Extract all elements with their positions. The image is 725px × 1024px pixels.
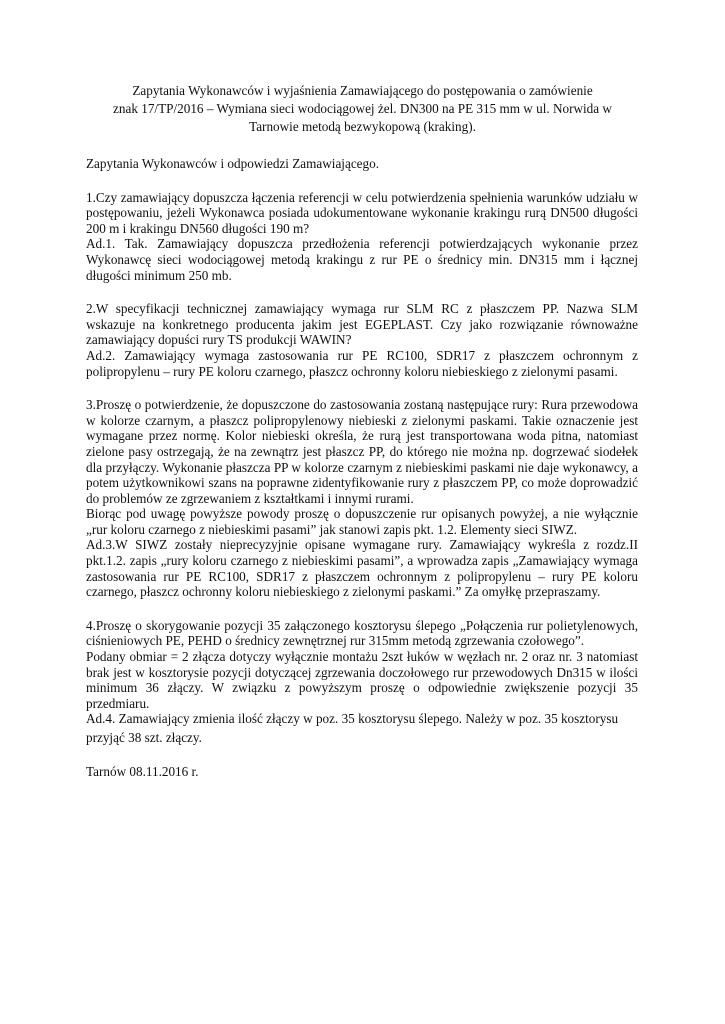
- question-1: 1.Czy zamawiający dopuszcza łączenia referencji w celu potwierdzenia spełnienia warunków udziału w postępowaniu, jeżeli Wykonawca posiada udokumentowane wykonanie krakingu rurą DN500 długości 200 m i krakingu DN560 długości 190 m?: [86, 189, 638, 236]
- question-3: 3.Proszę o potwierdzenie, że dopuszczone do zastosowania zostaną następujące rury: Rura przewodowa w kolorze czarnym, a płaszcz polipropylenowy niebieski z zielonymi paskami. Takie oznaczenie jest wymagane przez normę. Kolor niebieski określa, że rurą jest transportowana woda pitna, natomiast zielone pasy ostrzegają, że na zewnątrz jest płaszcz PP, do którego nie można np. dogrzewać siodełek dla przyłączy. Wykonanie płaszcza PP w kolorze czarnym z niebieskimi paskami nie daje wykonawcy, a potem użytkownikowi szans na poprawne zidentyfikowanie rury z płaszczem PP, co może doprowadzić do problemów ze zgrzewaniem z kształtkami i innymi rurami.: [86, 397, 638, 506]
- question-4: 4.Proszę o skorygowanie pozycji 35 załączonego kosztorysu ślepego „Połączenia rur polietylenowych, ciśnieniowych PE, PEHD o średnicy zewnętrznej rur 315mm metodą zgrzewania czołowego”.: [86, 617, 638, 649]
- question-2: 2.W specyfikacji technicznej zamawiający wymaga rur SLM RC z płaszczem PP. Nazwa SLM wskazuje na konkretnego producenta jakim jest EGEPLAST. Czy jako rozwiązanie równoważne zamawiający dopuści rury TS produkcji WAWIN?: [86, 301, 638, 348]
- answer-3: Ad.3.W SIWZ zostały nieprecyzyjnie opisane wymagane rury. Zamawiający wykreśla z rozdz.II pkt.1.2. zapis „rury koloru czarnego z niebieskimi pasami”, a wprowadza zapis „Zamawiający wymaga zastosowania rur PE RC100, SDR17 z płaszczem ochronnym z polipropylenu – rury PE koloru czarnego, płaszcz ochronny koloru niebieskiego z zielonymi paskami.” Za omyłkę przepraszamy.: [86, 537, 638, 600]
- title-line-1: Zapytania Wykonawców i wyjaśnienia Zamawiającego do postępowania o zamówienie: [132, 83, 593, 98]
- question-3-continued: Biorąc pod uwagę powyższe powody proszę o dopuszczenie rur opisanych powyżej, a nie wyłącznie „rur koloru czarnego z niebieskimi pasami” jak stanowi zapis pkt. 1.2. Elementy sieci SIWZ.: [86, 506, 638, 537]
- answer-4-line-2: przyjąć 38 szt. złączy.: [86, 730, 202, 745]
- answer-2: Ad.2. Zamawiający wymaga zastosowania rur PE RC100, SDR17 z płaszczem ochronnym z polipropylenu – rury PE koloru czarnego, płaszcz ochronny koloru niebieskiego z zielonymi pasami.: [86, 347, 638, 379]
- answer-1: Ad.1. Tak. Zamawiający dopuszcza przedłożenia referencji potwierdzających wykonanie przez Wykonawcę sieci wodociągowej metodą krakingu z rur PE o średnicy min. DN315 mm i łącznej długości minimum 250 mb.: [86, 236, 638, 283]
- title-line-3: Tarnowie metodą bezwykopową (kraking).: [249, 119, 476, 134]
- answer-4-line-1: Ad.4. Zamawiający zmienia ilość złączy w poz. 35 kosztorysu ślepego. Należy w poz. 35 kosztorysu: [86, 711, 619, 727]
- question-4-continued: Podany obmiar = 2 złącza dotyczy wyłącznie montażu 2szt łuków w węzłach nr. 2 oraz nr. 3 natomiast brak jest w kosztorysie pozycji dotyczącej zgrzewania doczołowego rur przewodowych Dn315 w ilości minimum 36 złączy. W związku z powyższym proszę o odpowiednie zwiększenie pozycji 35 przedmiaru.: [86, 649, 638, 711]
- intro-text: Zapytania Wykonawców i odpowiedzi Zamawiającego.: [86, 156, 380, 171]
- date-place: Tarnów 08.11.2016 r.: [86, 763, 199, 779]
- document-title: [80, 82, 645, 136]
- document-body: [86, 156, 638, 779]
- title-line-2: znak 17/TP/2016 – Wymiana sieci wodociągowej żel. DN300 na PE 315 mm w ul. Norwida w: [113, 101, 612, 116]
